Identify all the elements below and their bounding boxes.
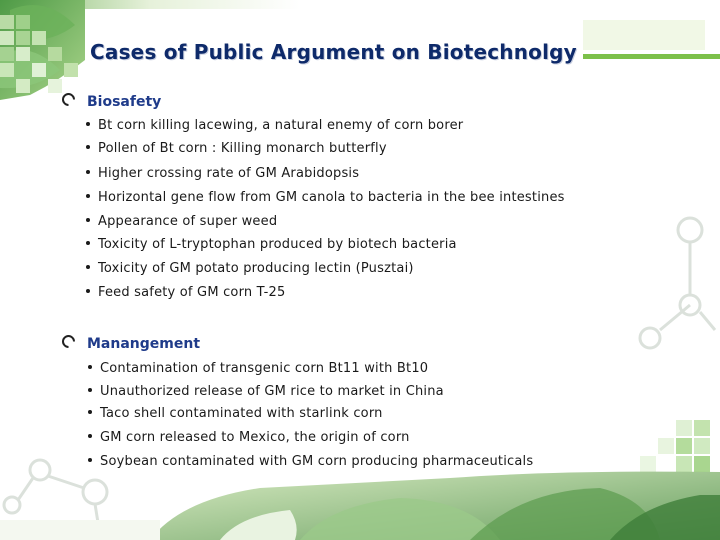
bullet-dot-icon [86,122,90,126]
list-item [86,141,387,156]
list-item-text: GM corn released to Mexico, the origin of corn [100,430,410,445]
list-item-text: Taco shell contaminated with starlink corn [100,406,383,421]
bullet-dot-icon [88,434,92,438]
title-accent-box [583,20,705,50]
list-item-text: Soybean contaminated with GM corn producing pharmaceuticals [100,454,534,469]
bullet-dot-icon [86,265,90,269]
list-item [88,406,383,421]
circle-bullet-icon [59,90,77,108]
list-item-text: Unauthorized release of GM rice to market in China [100,384,444,399]
list-item-text: Toxicity of GM potato producing lectin (Pusztai) [98,261,414,276]
bullet-dot-icon [86,194,90,198]
list-item-text: Bt corn killing lacewing, a natural enemy of corn borer [98,118,464,133]
bottom-leaves-decoration [0,472,720,540]
bullet-dot-icon [88,458,92,462]
list-item [88,384,444,399]
list-item-text: Higher crossing rate of GM Arabidopsis [98,166,360,181]
list-item-text: Horizontal gene flow from GM canola to bacteria in the bee intestines [98,190,565,205]
title-underline [583,54,720,59]
bottom-right-squares-decoration [640,420,710,472]
list-item [86,166,359,181]
list-item [88,430,410,445]
bullet-dot-icon [88,410,92,414]
list-item-text: Contamination of transgenic corn Bt11 with Bt10 [100,361,429,376]
list-item [86,261,414,276]
list-item [86,190,565,205]
list-item [86,118,463,133]
bullet-dot-icon [86,289,90,293]
list-item [86,237,457,252]
list-item [88,361,428,376]
section-heading-biosafety [62,93,161,110]
section-heading-management [62,335,200,352]
section-heading-label: Manangement [87,336,201,352]
list-item-text: Toxicity of L-tryptophan produced by biotech bacteria [98,237,457,252]
section-heading-label: Biosafety [87,94,162,110]
slide-title: Cases of Public Argument on Biotechnolgy [90,40,577,64]
circle-bullet-icon [59,332,77,350]
list-item [88,454,533,469]
list-item [86,214,277,229]
list-item [86,285,285,300]
bullet-dot-icon [86,170,90,174]
bullet-dot-icon [86,145,90,149]
list-item-text: Appearance of super weed [98,214,278,229]
bullet-dot-icon [86,241,90,245]
list-item-text: Feed safety of GM corn T-25 [98,285,286,300]
list-item-text: Pollen of Bt corn : Killing monarch butterfly [98,141,387,156]
bullet-dot-icon [88,388,92,392]
bullet-dot-icon [86,218,90,222]
bullet-dot-icon [88,365,92,369]
